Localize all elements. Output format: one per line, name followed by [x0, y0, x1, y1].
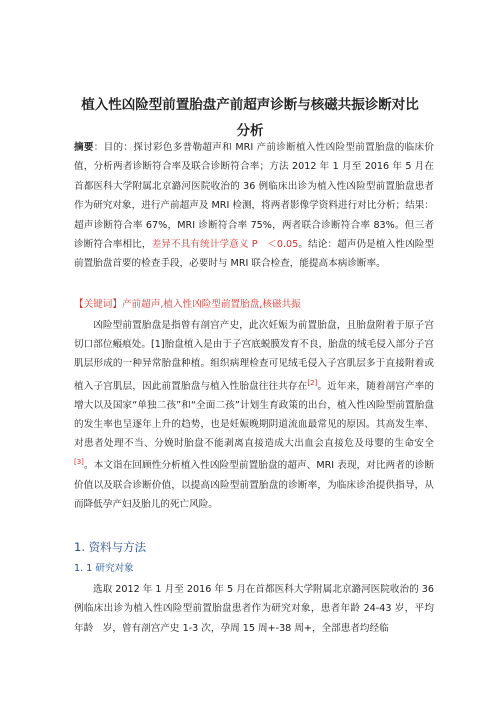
keywords-text: 产前超声,植入性凶险型前置胎盘,核磁共振 [121, 299, 301, 310]
intro-text-1: 凶险型前置胎盘是指曾有剖宫产史，此次妊娠为前置胎盘，且胎盘附着于原子宫切口部位瘢痕处。[1]胎盘植入是由于子宫底蜕膜发育不良，胎盘的绒毛侵入部分子宫肌层形成的一种异常胎盘种植。组织病理检查可见绒毛侵入子宫肌层多于直接附着或植入子宫肌层，因此前置胎盘与植入性胎盘往往共存在 [74, 320, 434, 392]
abstract-text-1: ：目的：探讨彩色多普勒超声和 MRI 产前诊断植入性凶险型前置胎盘的临床价值，分析两者诊断符合率及联合诊断符合率；方法 2012 年 1 月至 2016 年 5 月在首都医科大学附属北京潞河医院收治的 36 例临床出诊为植入性凶险型前置胎盘患者作为研究对象，进行产前超声及 MRI 检测，将两者影像学资料进行对比分析；结果：超声诊断符合率 67%，MRI 诊断符合率 75%，两者联合诊断符合率 83%。但三者诊断符合率相比， [74, 142, 435, 251]
keywords-label: 【关键词】 [74, 299, 122, 310]
section-heading-materials-methods: 1. 资料与方法 [74, 540, 147, 554]
paper-title [60, 92, 440, 144]
intro-text-3: 。本文诣在回顾性分析植入性凶险型前置胎盘的超声、MRI 表现，对比两者的诊断价值以及联合诊断价值，以提高凶险型前置胎盘的诊断率，为临床诊治提供指导，从而降低孕产妇及胎儿的死亡风险。 [74, 460, 434, 510]
reference-3[interactable]: [3] [74, 458, 84, 467]
title-line-1: 植入性凶险型前置胎盘产前超声诊断与核磁共振诊断对比 [81, 97, 419, 113]
reference-2[interactable]: [2] [307, 378, 318, 387]
intro-text-2: 。近年来，随着剖宫产率的增大以及国家“单独二孩”和“全面二孩”计划生育政策的出台，植入性凶险型前置胎盘的发生率也呈逐年上升的趋势，也是妊娠晚期阴道流血最常见的原因。其高发生率、对患者处理不当、分娩时胎盘不能剥离直接造成大出血会直接危及母婴的生命安全 [74, 380, 435, 450]
introduction-paragraph [74, 316, 434, 514]
subjects-paragraph [74, 580, 434, 638]
keywords [74, 296, 434, 314]
title-line-2: 分析 [236, 123, 264, 139]
subjects-text: 选取 2012 年 1 月至 2016 年 5 月在首都医科大学附属北京潞河医院收治的 36 例临床出诊为植入性凶险型前置胎盘患者作为研究对象，患者年龄 24-43 岁，平均年龄 岁，曾有剖宫产史 1-3 次，孕周 15 周+-38 周+，全部患者均经临 [74, 584, 434, 634]
abstract [74, 138, 434, 274]
abstract-label: 摘要 [74, 142, 94, 153]
abstract-highlight: 差异不具有统计学意义 P ＜0.05 [151, 239, 299, 251]
abstract-text-2: 。结论：超声仍是植入性凶险型前置胎盘首要的检查手段，必要时与 MRI 联合检查，能提高本病诊断率。 [74, 239, 435, 270]
subsection-heading-subjects: 1. 1 研究对象 [74, 563, 134, 574]
